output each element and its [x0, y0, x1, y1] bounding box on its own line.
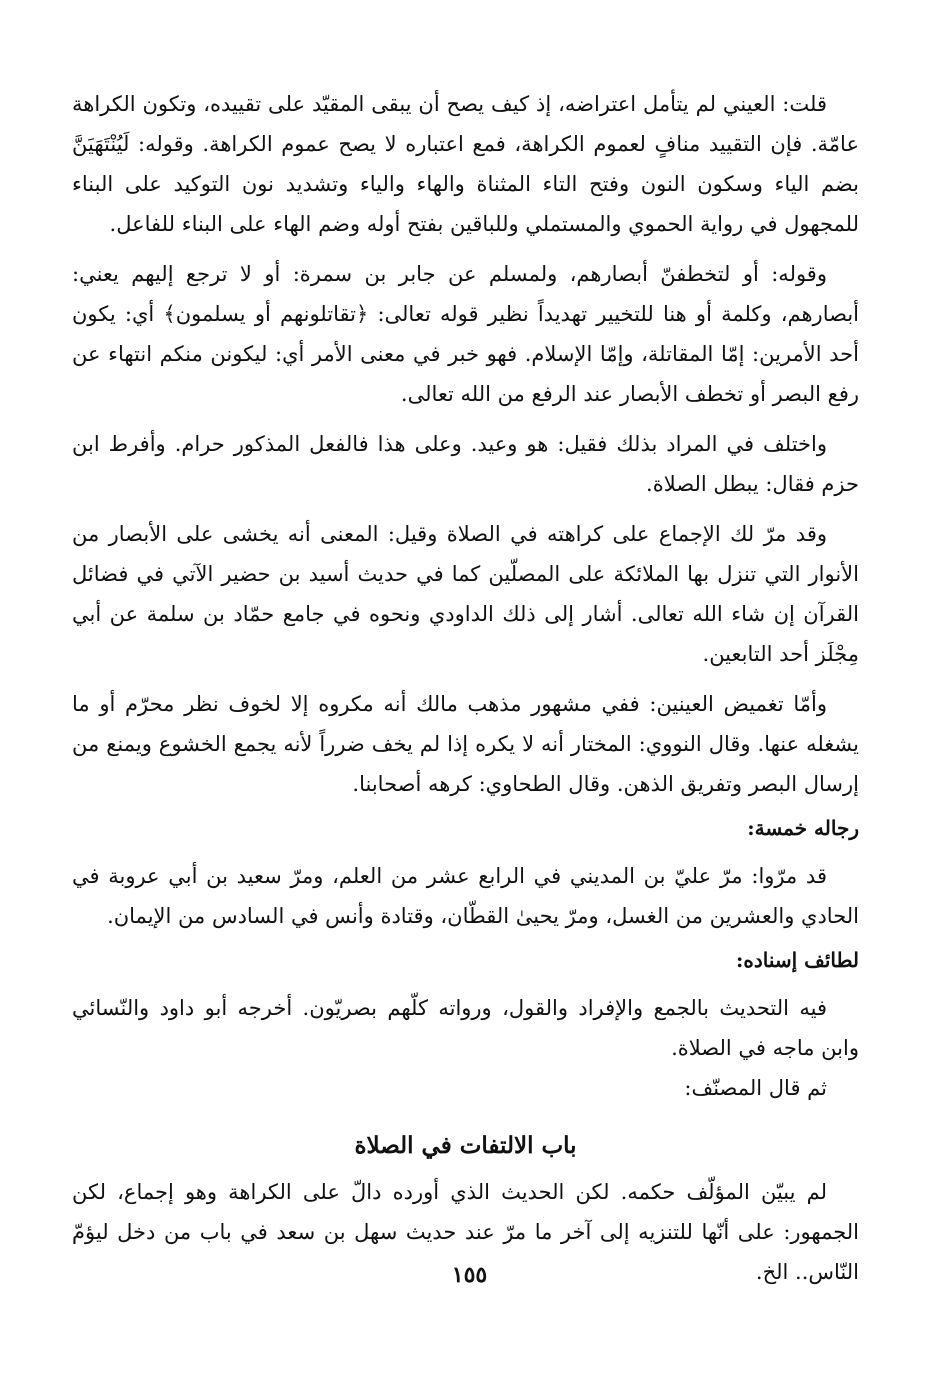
- section-title: باب الالتفات في الصلاة: [354, 1132, 577, 1159]
- paragraph-1: قلت: العيني لم يتأمل اعتراضه، إذ كيف يصح أن يبقى المقيّد على تقييده، وتكون الكراهة عامّة. فإن التقييد منافٍ لعموم الكراهة، فمع اعتباره لا يصح عموم الكراهة. وقوله: لَيُنْتَهَيَنَّ بضم الياء وسكون النون وفتح التاء المثناة والهاء والياء وتشديد نون التوكيد على البناء للمجهول في رواية الحموي والمستملي وللباقين بفتح أوله وضم الهاء على البناء للفاعل.: [72, 92, 859, 236]
- paragraph-4: وقد مرّ لك الإجماع على كراهته في الصلاة وقيل: المعنى أنه يخشى على الأبصار من الأنوار التي تنزل بها الملائكة على المصلّين كما في حديث أسيد بن حضير الآتي في فضائل القرآن إن شاء الله تعالى. أشار إلى ذلك الداودي ونحوه في جامع حمّاد بن سلمة عن أبي مِجْلَز أحد التابعين.: [72, 522, 859, 666]
- rijal-heading: رجاله خمسة:: [747, 816, 859, 840]
- paragraph-2: وقوله: أو لتخطفنّ أبصارهم، ولمسلم عن جابر بن سمرة: أو لا ترجع إليهم يعني: أبصارهم، وكلمة أو هنا للتخيير تهديداً نظير قوله تعالى: ﴿تقاتلونهم أو يسلمون﴾ أي: يكون أحد الأمرين: إمّا المقاتلة، وإمّا الإسلام. فهو خبر في معنى الأمر أي: ليكونن منكم انتهاء عن رفع البصر أو تخطف الأبصار عند الرفع من الله تعالى.: [72, 262, 859, 406]
- lataif-text: فيه التحديث بالجمع والإفراد والقول، ورواته كلّهم بصريّون. أخرجه أبو داود والنّسائي وابن ماجه في الصلاة.: [72, 996, 859, 1060]
- paragraph-3: واختلف في المراد بذلك فقيل: هو وعيد. وعلى هذا فالفعل المذكور حرام. وأفرط ابن حزم فقال: يبطل الصلاة.: [72, 432, 859, 496]
- page-number: ١٥٥: [451, 1262, 488, 1288]
- lataif-closing: ثم قال المصنّف:: [684, 1076, 827, 1100]
- rijal-text: قد مرّوا: مرّ عليّ بن المديني في الرابع عشر من العلم، ومرّ سعيد بن أبي عروبة في الحادي والعشرين من الغسل، ومرّ يحيىٰ القطّان، وقتادة وأنس في السادس من الإيمان.: [72, 864, 859, 928]
- section-text: لم يبيّن المؤلّف حكمه. لكن الحديث الذي أورده دالّ على الكراهة وهو إجماع، لكن الجمهور: على أنّها للتنزيه إلى آخر ما مرّ عند حديث سهل بن سعد في باب من دخل ليؤمّ النّاس.. الخ.: [72, 1180, 859, 1284]
- lataif-heading: لطائف إسناده:: [735, 948, 859, 972]
- paragraph-5: وأمّا تغميض العينين: ففي مشهور مذهب مالك أنه مكروه إلا لخوف نظر محرّم أو ما يشغله عنها. وقال النووي: المختار أنه لا يكره إذا لم يخف ضرراً لأنه يجمع الخشوع ويمنع من إرسال البصر وتفريق الذهن. وقال الطحاوي: كرهه أصحابنا.: [72, 692, 859, 796]
